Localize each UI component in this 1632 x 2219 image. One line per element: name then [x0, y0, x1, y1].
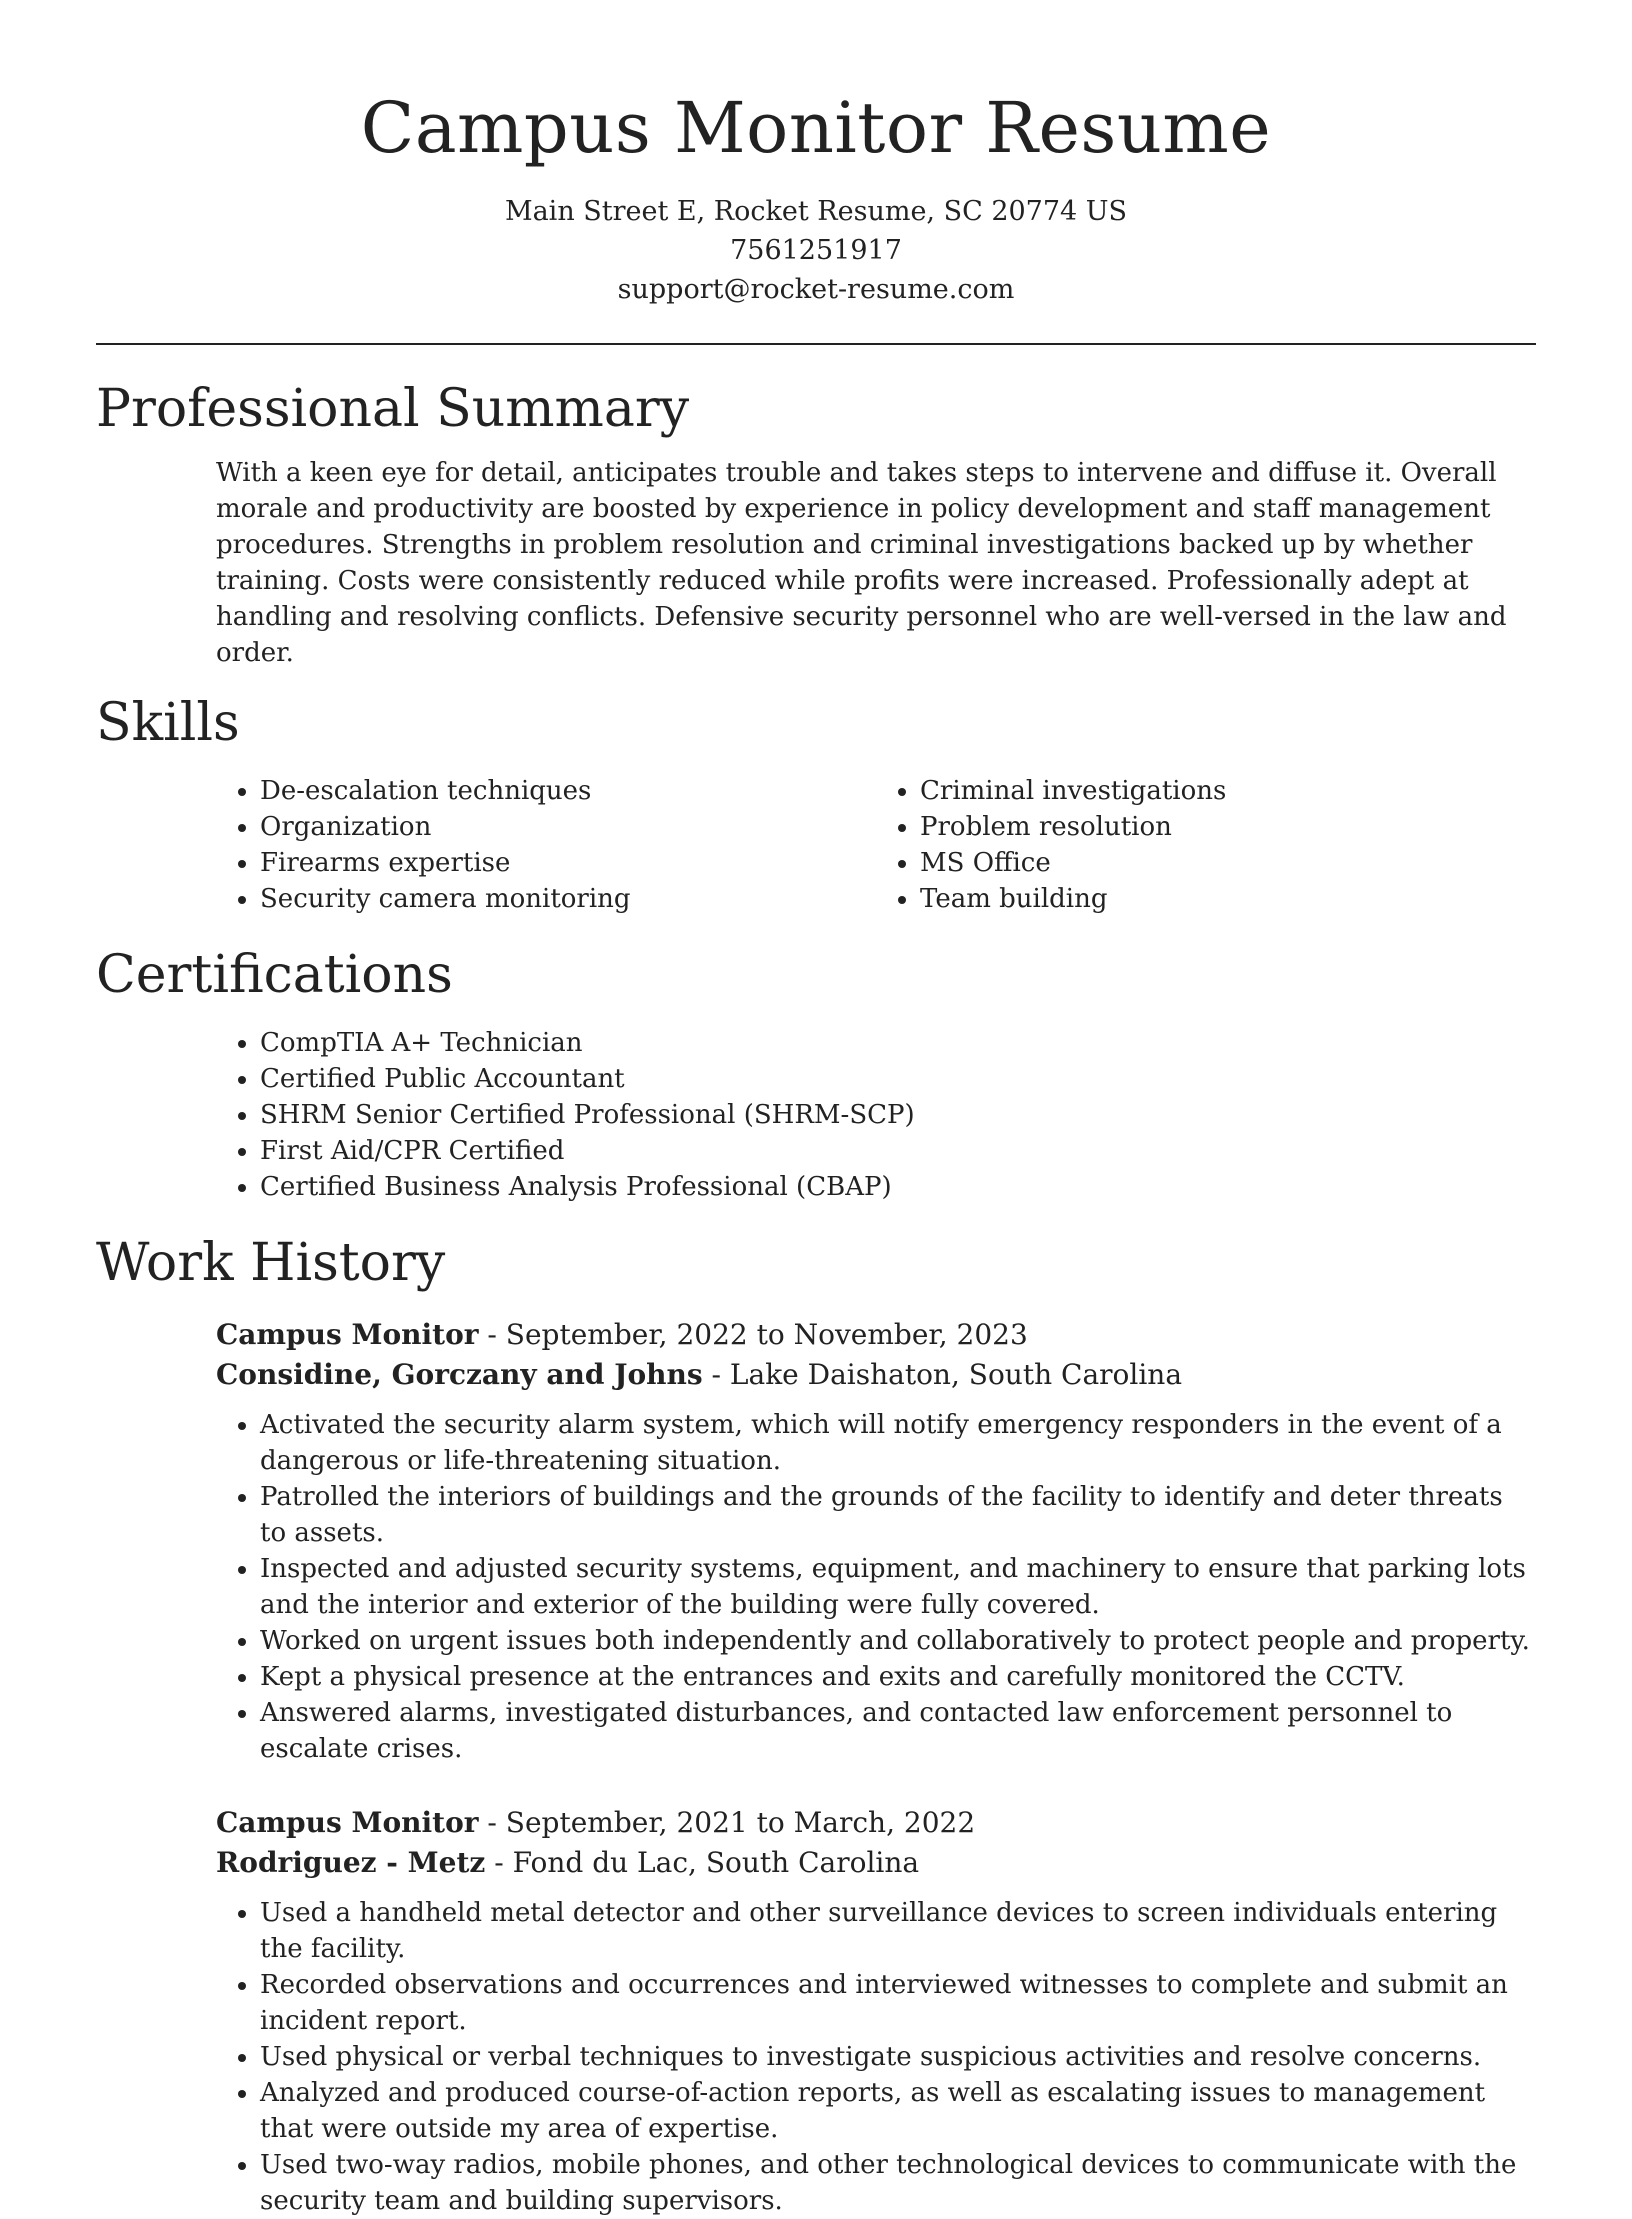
work-history-section	[96, 1231, 1536, 2219]
job-bullet: • Recorded observations and occurrences and interviewed witnesses to complete and submit an incident report.	[260, 1967, 1536, 2039]
header-divider	[96, 343, 1536, 345]
certifications-list	[216, 1025, 1536, 1205]
job-dates: - September, 2022 to November, 2023	[478, 1318, 1028, 1351]
job-entry	[216, 1803, 1536, 2219]
certification-item: • First Aid/CPR Certified	[260, 1133, 1536, 1169]
certification-item: • Certified Business Analysis Professional (CBAP)	[260, 1169, 1536, 1205]
skills-grid	[216, 773, 1536, 917]
job-dates: - September, 2021 to March, 2022	[478, 1806, 976, 1839]
job-bullet: • Patrolled the interiors of buildings and the grounds of the facility to identify and deter threats to assets.	[260, 1479, 1536, 1551]
contact-phone: 7561251917	[730, 235, 902, 266]
skill-item: • Firearms expertise	[260, 845, 876, 881]
job-bullets	[216, 1895, 1536, 2219]
certification-item: • Certified Public Accountant	[260, 1061, 1536, 1097]
work-history-heading: Work History	[96, 1233, 446, 1293]
job-bullet: • Used physical or verbal techniques to investigate suspicious activities and resolve concerns.	[260, 2039, 1536, 2075]
job-company: Considine, Gorczany and Johns	[216, 1358, 703, 1391]
skills-list-right	[876, 773, 1536, 917]
contact-email: support@rocket-resume.com	[617, 274, 1015, 305]
job-bullet: • Answered alarms, investigated disturbances, and contacted law enforcement personnel to escalate crises.	[260, 1695, 1536, 1767]
job-company-line	[216, 1355, 1536, 1395]
job-bullet: • Used a handheld metal detector and other surveillance devices to screen individuals entering the facility.	[260, 1895, 1536, 1967]
job-title-line	[216, 1315, 1536, 1355]
job-location: - Lake Daishaton, South Carolina	[702, 1358, 1183, 1391]
job-bullet: • Analyzed and produced course-of-action reports, as well as escalating issues to management that were outside my area of expertise.	[260, 2075, 1536, 2147]
skill-item: • Problem resolution	[920, 809, 1536, 845]
job-title-line	[216, 1803, 1536, 1843]
skill-item: • De-escalation techniques	[260, 773, 876, 809]
skill-item: • Team building	[920, 881, 1536, 917]
summary-text: With a keen eye for detail, anticipates trouble and takes steps to intervene and diffuse it. Overall morale and productivity are boosted by experience in policy development and staff management procedures. Strengths in problem resolution and criminal investigations backed up by whether training. Costs were consistently reduced while profits were increased. Professionally adept at handling and resolving conflicts. Defensive security personnel who are well-versed in the law and order.	[216, 458, 1507, 668]
skill-item: • Security camera monitoring	[260, 881, 876, 917]
job-location: - Fond du Lac, South Carolina	[485, 1846, 920, 1879]
skills-section	[96, 691, 1536, 917]
job-title: Campus Monitor	[216, 1806, 479, 1839]
contact-address: Main Street E, Rocket Resume, SC 20774 US	[504, 196, 1128, 227]
job-company-line	[216, 1843, 1536, 1883]
resume-header	[96, 0, 1536, 309]
job-entry	[216, 1315, 1536, 1767]
skill-item: • MS Office	[920, 845, 1536, 881]
job-company: Rodriguez - Metz	[216, 1846, 486, 1879]
job-bullets	[216, 1407, 1536, 1767]
job-bullet: • Inspected and adjusted security systems, equipment, and machinery to ensure that parking lots and the interior and exterior of the building were fully covered.	[260, 1551, 1536, 1623]
skill-item: • Criminal investigations	[920, 773, 1536, 809]
job-bullet: • Activated the security alarm system, which will notify emergency responders in the event of a dangerous or life-threatening situation.	[260, 1407, 1536, 1479]
summary-section	[96, 377, 1536, 671]
contact-block	[96, 192, 1536, 309]
job-bullet: • Worked on urgent issues both independently and collaboratively to protect people and property.	[260, 1623, 1536, 1659]
certifications-section	[96, 943, 1536, 1205]
skills-list-left	[216, 773, 876, 917]
certification-item: • CompTIA A+ Technician	[260, 1025, 1536, 1061]
skill-item: • Organization	[260, 809, 876, 845]
summary-heading: Professional Summary	[96, 379, 690, 439]
job-bullet: • Kept a physical presence at the entrances and exits and carefully monitored the CCTV.	[260, 1659, 1536, 1695]
certifications-heading: Certifications	[96, 945, 453, 1005]
skills-heading: Skills	[96, 693, 240, 753]
job-title: Campus Monitor	[216, 1318, 479, 1351]
resume-title: Campus Monitor Resume	[360, 87, 1272, 169]
certification-item: • SHRM Senior Certified Professional (SHRM-SCP)	[260, 1097, 1536, 1133]
job-bullet: • Used two-way radios, mobile phones, and other technological devices to communicate with the security team and building supervisors.	[260, 2147, 1536, 2219]
